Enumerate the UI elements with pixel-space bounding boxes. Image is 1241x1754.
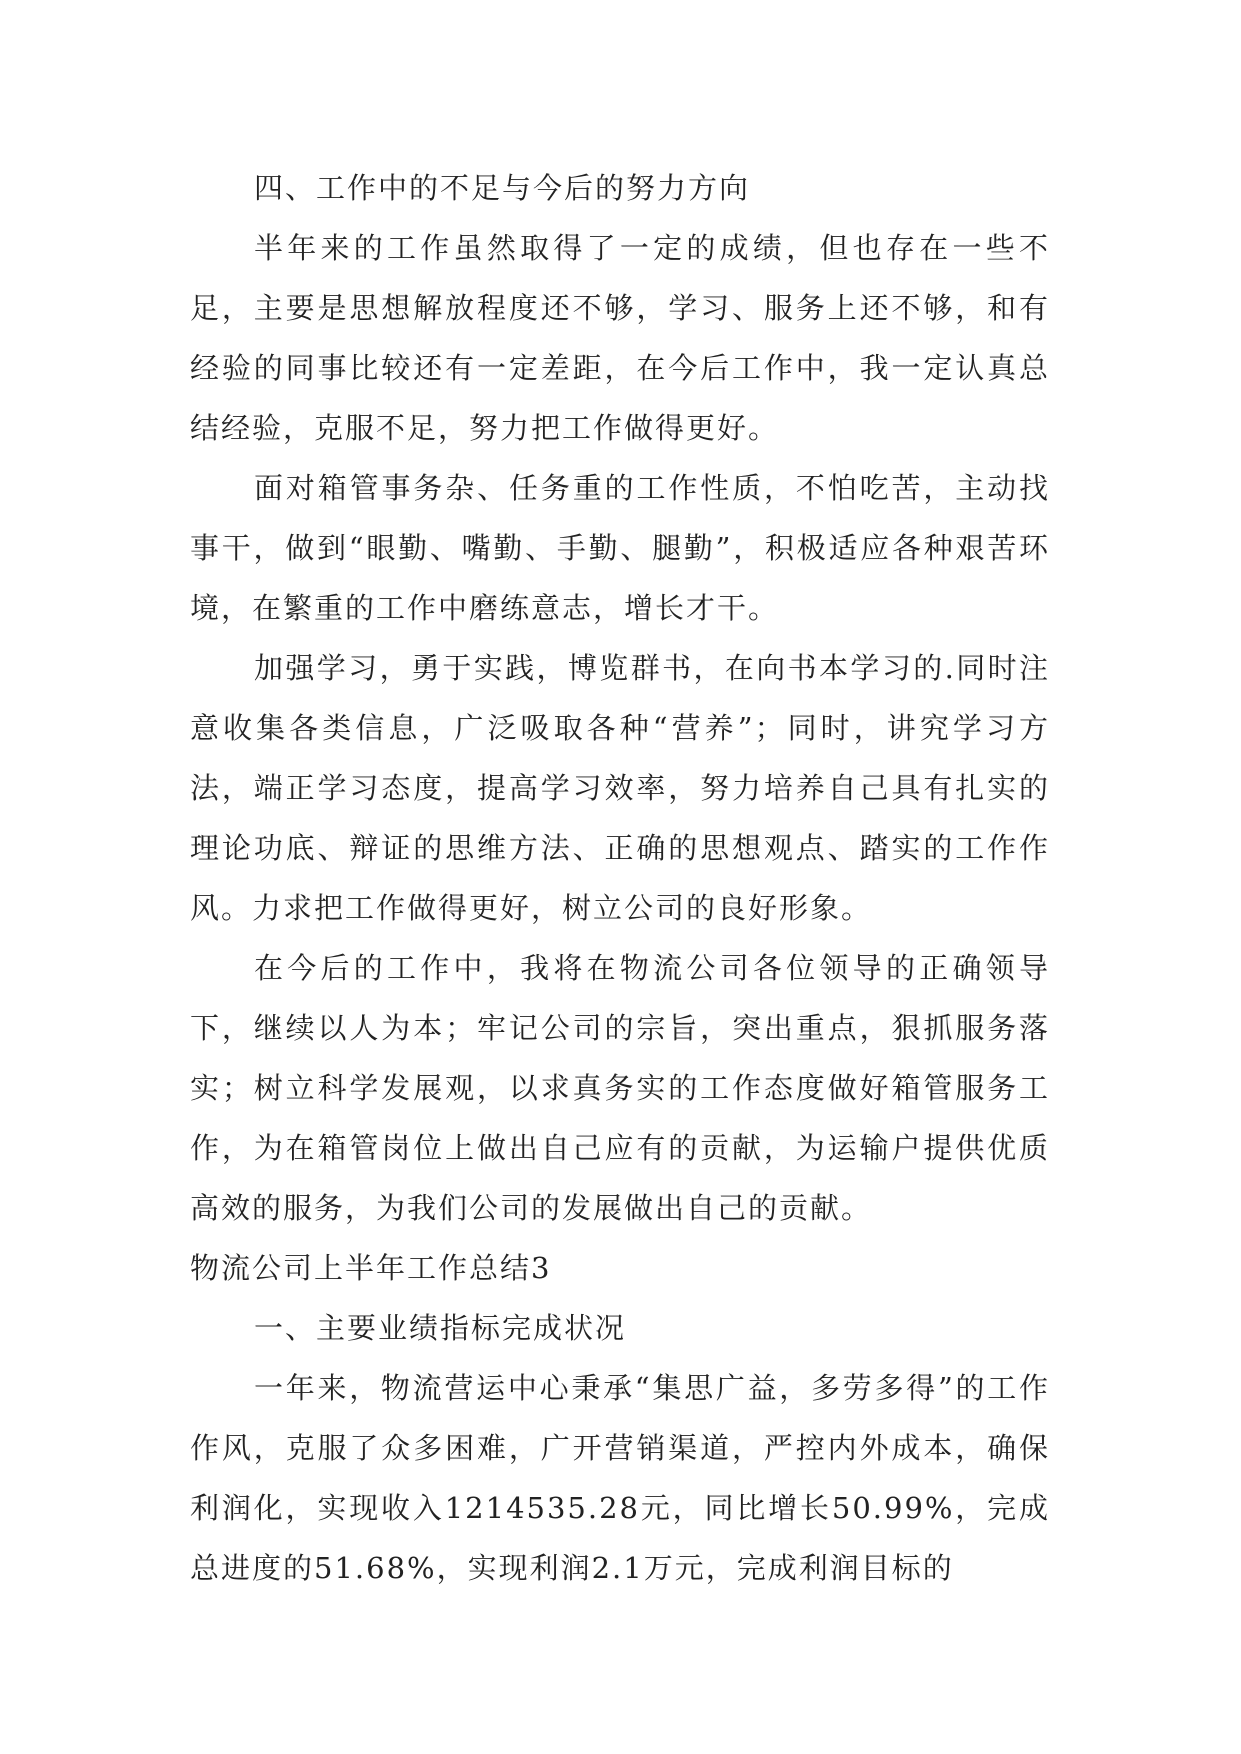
paragraph-performance: 一年来，物流营运中心秉承“集思广益，多劳多得”的工作作风，克服了众多困难，广开营销渠道，严控内外成本，确保利润化，实现收入1214535.28元，同比增长50.99%，完成总进度的51.68%，实现利润2.1万元，完成利润目标的 [190,1371,1050,1585]
document-title-summary-3: 物流公司上半年工作总结3 [190,1251,552,1285]
section-heading-performance: 一、主要业绩指标完成状况 [254,1311,627,1345]
paragraph-future-work: 在今后的工作中，我将在物流公司各位领导的正确领导下，继续以人为本；牢记公司的宗旨，突出重点，狠抓服务落实；树立科学发展观，以求真务实的工作态度做好箱管服务工作，为在箱管岗位上做出自己应有的贡献，为运输户提供优质高效的服务，为我们公司的发展做出自己的贡献。 [190,951,1050,1225]
paragraph-strengthen-study: 加强学习，勇于实践，博览群书，在向书本学习的.同时注意收集各类信息，广泛吸取各种“营养”；同时，讲究学习方法，端正学习态度，提高学习效率，努力培养自己具有扎实的理论功底、辩证的思维方法、正确的思想观点、踏实的工作作风。力求把工作做得更好，树立公司的良好形象。 [190,651,1050,925]
paragraph-shortcomings: 半年来的工作虽然取得了一定的成绩，但也存在一些不足，主要是思想解放程度还不够，学习、服务上还不够，和有经验的同事比较还有一定差距，在今后工作中，我一定认真总结经验，克服不足，努力把工作做得更好。 [190,231,1050,445]
paragraph-container-management: 面对箱管事务杂、任务重的工作性质，不怕吃苦，主动找事干，做到“眼勤、嘴勤、手勤、腿勤”，积极适应各种艰苦环境，在繁重的工作中磨练意志，增长才干。 [190,471,1050,625]
section-heading-shortcomings: 四、工作中的不足与今后的努力方向 [254,171,751,205]
document-page [190,158,1050,1598]
